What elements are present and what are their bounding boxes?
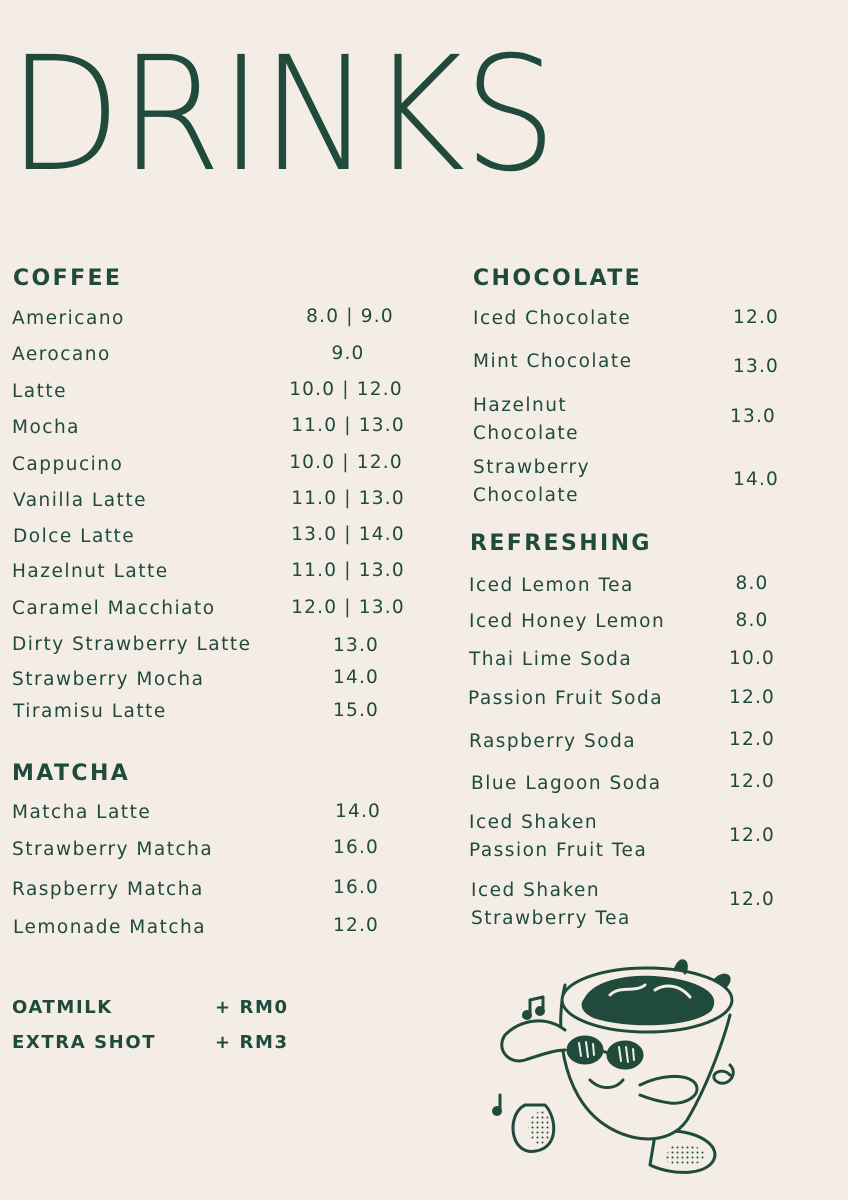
menu-item-name: Tiramisu Latte [13,701,167,722]
menu-item-name: Mocha [12,417,81,438]
menu-item-name-line2: Passion Fruit Tea [469,840,648,861]
menu-item-name-line2: Chocolate [473,423,580,444]
menu-item-name: Aerocano [12,344,111,365]
menu-item-price: 11.0 | 13.0 [291,560,405,581]
menu-item-name: Strawberry Mocha [12,669,205,690]
section-heading-chocolate: CHOCOLATE [473,266,643,291]
menu-item-name-line2: Strawberry Tea [471,908,631,929]
menu-item-name: Blue Lagoon Soda [471,773,662,794]
menu-item-name: Americano [12,308,125,329]
menu-item-name: Latte [12,381,68,402]
menu-item-price: 16.0 [333,877,379,898]
addon-price: + RM0 [215,997,289,1018]
menu-item-price: 12.0 [729,729,775,750]
menu-item-price: 8.0 [735,573,769,594]
menu-item-price: 13.0 [730,406,776,427]
coffee-cup-mascot-icon [485,955,745,1185]
menu-item-price: 8.0 | 9.0 [306,306,394,327]
menu-item-price: 15.0 [333,700,379,721]
menu-item-name [471,877,631,933]
menu-item-price: 9.0 [331,343,365,364]
menu-item-name-line1: Iced Shaken [471,880,601,901]
menu-item-name: Mint Chocolate [473,351,633,372]
menu-item-name: Passion Fruit Soda [468,688,664,709]
menu-item-name: Iced Chocolate [473,308,632,329]
menu-item-name [473,454,590,510]
section-heading-coffee: COFFEE [13,266,123,291]
menu-item-name: Hazelnut Latte [12,561,169,582]
menu-item-name [469,809,647,865]
section-heading-matcha: MATCHA [12,761,131,786]
menu-item-name-line1: Hazelnut [473,395,568,416]
menu-item-name-line1: Strawberry [473,457,591,478]
menu-item-name: Vanilla Latte [13,490,147,511]
menu-item-price: 12.0 [729,889,775,910]
menu-item-price: 12.0 [729,687,775,708]
menu-item-price: 12.0 | 13.0 [291,597,405,618]
menu-item-name: Matcha Latte [12,802,152,823]
menu-item-name: Lemonade Matcha [13,917,207,938]
menu-item-name: Iced Lemon Tea [469,575,634,596]
menu-item-name: Dolce Latte [13,526,136,547]
menu-item-price: 11.0 | 13.0 [291,415,405,436]
menu-item-name [473,392,579,448]
menu-item-price: 14.0 [733,469,779,490]
menu-item-price: 12.0 [733,307,779,328]
menu-item-name: Raspberry Matcha [12,879,204,900]
menu-item-name: Iced Honey Lemon [469,611,666,632]
menu-item-price: 16.0 [333,837,379,858]
menu-item-price: 14.0 [333,667,379,688]
section-heading-refreshing: REFRESHING [470,531,652,556]
addon-name: EXTRA SHOT [12,1032,157,1053]
menu-item-name-line1: Iced Shaken [469,812,599,833]
menu-item-price: 14.0 [335,801,381,822]
menu-item-price: 11.0 | 13.0 [291,488,405,509]
page-title: DRINKS [8,23,555,207]
menu-item-name: Cappucino [12,454,124,475]
menu-item-price: 12.0 [729,771,775,792]
menu-item-price: 10.0 [729,648,775,669]
menu-item-price: 10.0 | 12.0 [289,379,403,400]
menu-item-name: Strawberry Matcha [12,839,214,860]
menu-item-price: 10.0 | 12.0 [289,452,403,473]
menu-item-name: Thai Lime Soda [469,649,633,670]
menu-item-price: 12.0 [333,915,379,936]
menu-item-name: Raspberry Soda [469,731,637,752]
menu-item-name-line2: Chocolate [473,485,580,506]
menu-item-price: 8.0 [735,610,769,631]
menu-item-price: 13.0 [333,635,379,656]
addon-price: + RM3 [215,1032,289,1053]
menu-item-name: Caramel Macchiato [12,598,216,619]
menu-item-name: Dirty Strawberry Latte [12,634,252,655]
menu-item-price: 13.0 [733,356,779,377]
menu-item-price: 13.0 | 14.0 [291,524,405,545]
addon-name: OATMILK [12,997,113,1018]
menu-item-price: 12.0 [729,825,775,846]
